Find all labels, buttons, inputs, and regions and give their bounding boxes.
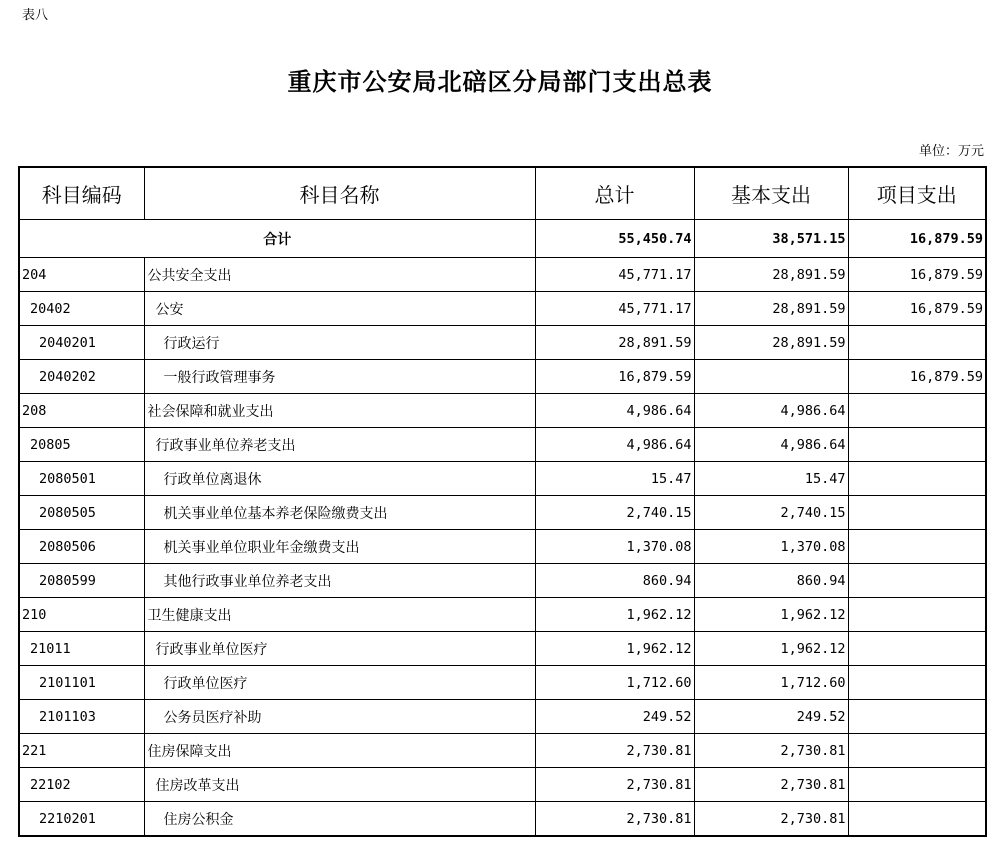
cell-project bbox=[848, 496, 986, 530]
cell-basic: 2,730.81 bbox=[694, 734, 848, 768]
cell-project bbox=[848, 462, 986, 496]
cell-project: 16,879.59 bbox=[848, 360, 986, 394]
table-row bbox=[19, 768, 986, 802]
cell-project bbox=[848, 394, 986, 428]
cell-name: 机关事业单位职业年金缴费支出 bbox=[144, 530, 535, 564]
cell-code: 221 bbox=[19, 734, 144, 768]
table-row bbox=[19, 700, 986, 734]
cell-code: 22102 bbox=[19, 768, 144, 802]
cell-code: 20805 bbox=[19, 428, 144, 462]
cell-basic: 2,730.81 bbox=[694, 802, 848, 837]
cell-basic bbox=[694, 360, 848, 394]
cell-basic: 860.94 bbox=[694, 564, 848, 598]
page-title: 重庆市公安局北碚区分局部门支出总表 bbox=[287, 68, 713, 96]
cell-basic: 1,962.12 bbox=[694, 598, 848, 632]
cell-project: 16,879.59 bbox=[848, 292, 986, 326]
table-row bbox=[19, 666, 986, 700]
cell-code: 2040201 bbox=[19, 326, 144, 360]
cell-code: 2080599 bbox=[19, 564, 144, 598]
column-header-code: 科目编码 bbox=[19, 167, 144, 220]
table-row bbox=[19, 598, 986, 632]
cell-basic: 28,891.59 bbox=[694, 292, 848, 326]
cell-project bbox=[848, 326, 986, 360]
column-header-project: 项目支出 bbox=[848, 167, 986, 220]
cell-code: 208 bbox=[19, 394, 144, 428]
total-basic: 38,571.15 bbox=[694, 220, 848, 258]
cell-total: 1,712.60 bbox=[535, 666, 694, 700]
cell-project bbox=[848, 700, 986, 734]
cell-code: 2080506 bbox=[19, 530, 144, 564]
cell-project bbox=[848, 802, 986, 837]
table-row bbox=[19, 530, 986, 564]
total-project: 16,879.59 bbox=[848, 220, 986, 258]
cell-code: 2040202 bbox=[19, 360, 144, 394]
cell-total: 2,730.81 bbox=[535, 768, 694, 802]
table-row bbox=[19, 632, 986, 666]
cell-project bbox=[848, 428, 986, 462]
cell-name: 社会保障和就业支出 bbox=[144, 394, 535, 428]
cell-name: 行政单位离退休 bbox=[144, 462, 535, 496]
cell-basic: 1,370.08 bbox=[694, 530, 848, 564]
table-row bbox=[19, 802, 986, 837]
cell-project bbox=[848, 632, 986, 666]
cell-total: 4,986.64 bbox=[535, 428, 694, 462]
expenditure-table bbox=[18, 166, 987, 837]
cell-total: 2,730.81 bbox=[535, 802, 694, 837]
cell-code: 2101103 bbox=[19, 700, 144, 734]
cell-project bbox=[848, 530, 986, 564]
cell-basic: 4,986.64 bbox=[694, 428, 848, 462]
table-row bbox=[19, 360, 986, 394]
table-number-tag: 表八 bbox=[22, 8, 49, 23]
cell-name: 公安 bbox=[144, 292, 535, 326]
cell-name: 行政事业单位养老支出 bbox=[144, 428, 535, 462]
cell-total: 45,771.17 bbox=[535, 292, 694, 326]
cell-code: 2080505 bbox=[19, 496, 144, 530]
cell-basic: 4,986.64 bbox=[694, 394, 848, 428]
cell-code: 21011 bbox=[19, 632, 144, 666]
cell-name: 住房保障支出 bbox=[144, 734, 535, 768]
cell-code: 210 bbox=[19, 598, 144, 632]
cell-project bbox=[848, 768, 986, 802]
cell-code: 204 bbox=[19, 258, 144, 292]
cell-basic: 1,962.12 bbox=[694, 632, 848, 666]
total-label: 合计 bbox=[19, 220, 535, 258]
cell-name: 公共安全支出 bbox=[144, 258, 535, 292]
cell-total: 28,891.59 bbox=[535, 326, 694, 360]
cell-total: 45,771.17 bbox=[535, 258, 694, 292]
cell-project bbox=[848, 734, 986, 768]
table-row bbox=[19, 394, 986, 428]
cell-total: 1,370.08 bbox=[535, 530, 694, 564]
column-header-total: 总计 bbox=[535, 167, 694, 220]
cell-project bbox=[848, 666, 986, 700]
cell-total: 4,986.64 bbox=[535, 394, 694, 428]
cell-total: 15.47 bbox=[535, 462, 694, 496]
table-row bbox=[19, 258, 986, 292]
cell-total: 860.94 bbox=[535, 564, 694, 598]
cell-total: 16,879.59 bbox=[535, 360, 694, 394]
total-row bbox=[19, 220, 986, 258]
cell-basic: 28,891.59 bbox=[694, 258, 848, 292]
total-total: 55,450.74 bbox=[535, 220, 694, 258]
cell-name: 住房公积金 bbox=[144, 802, 535, 837]
cell-name: 行政运行 bbox=[144, 326, 535, 360]
cell-total: 1,962.12 bbox=[535, 632, 694, 666]
cell-name: 行政事业单位医疗 bbox=[144, 632, 535, 666]
cell-name: 行政单位医疗 bbox=[144, 666, 535, 700]
cell-name: 公务员医疗补助 bbox=[144, 700, 535, 734]
table-row bbox=[19, 326, 986, 360]
cell-total: 249.52 bbox=[535, 700, 694, 734]
cell-name: 其他行政事业单位养老支出 bbox=[144, 564, 535, 598]
table-row bbox=[19, 462, 986, 496]
header-row bbox=[19, 167, 986, 220]
cell-name: 一般行政管理事务 bbox=[144, 360, 535, 394]
cell-code: 2210201 bbox=[19, 802, 144, 837]
cell-project bbox=[848, 598, 986, 632]
cell-basic: 1,712.60 bbox=[694, 666, 848, 700]
table-row bbox=[19, 564, 986, 598]
table-row bbox=[19, 292, 986, 326]
cell-total: 1,962.12 bbox=[535, 598, 694, 632]
cell-basic: 2,730.81 bbox=[694, 768, 848, 802]
cell-project bbox=[848, 564, 986, 598]
column-header-name: 科目名称 bbox=[144, 167, 535, 220]
cell-name: 机关事业单位基本养老保险缴费支出 bbox=[144, 496, 535, 530]
cell-project: 16,879.59 bbox=[848, 258, 986, 292]
column-header-basic: 基本支出 bbox=[694, 167, 848, 220]
cell-basic: 28,891.59 bbox=[694, 326, 848, 360]
table-row bbox=[19, 734, 986, 768]
cell-total: 2,730.81 bbox=[535, 734, 694, 768]
cell-name: 住房改革支出 bbox=[144, 768, 535, 802]
cell-basic: 15.47 bbox=[694, 462, 848, 496]
cell-total: 2,740.15 bbox=[535, 496, 694, 530]
table-row bbox=[19, 428, 986, 462]
cell-name: 卫生健康支出 bbox=[144, 598, 535, 632]
cell-code: 2080501 bbox=[19, 462, 144, 496]
cell-basic: 2,740.15 bbox=[694, 496, 848, 530]
cell-code: 2101101 bbox=[19, 666, 144, 700]
unit-label: 单位：万元 bbox=[918, 144, 984, 159]
cell-code: 20402 bbox=[19, 292, 144, 326]
cell-basic: 249.52 bbox=[694, 700, 848, 734]
table-row bbox=[19, 496, 986, 530]
